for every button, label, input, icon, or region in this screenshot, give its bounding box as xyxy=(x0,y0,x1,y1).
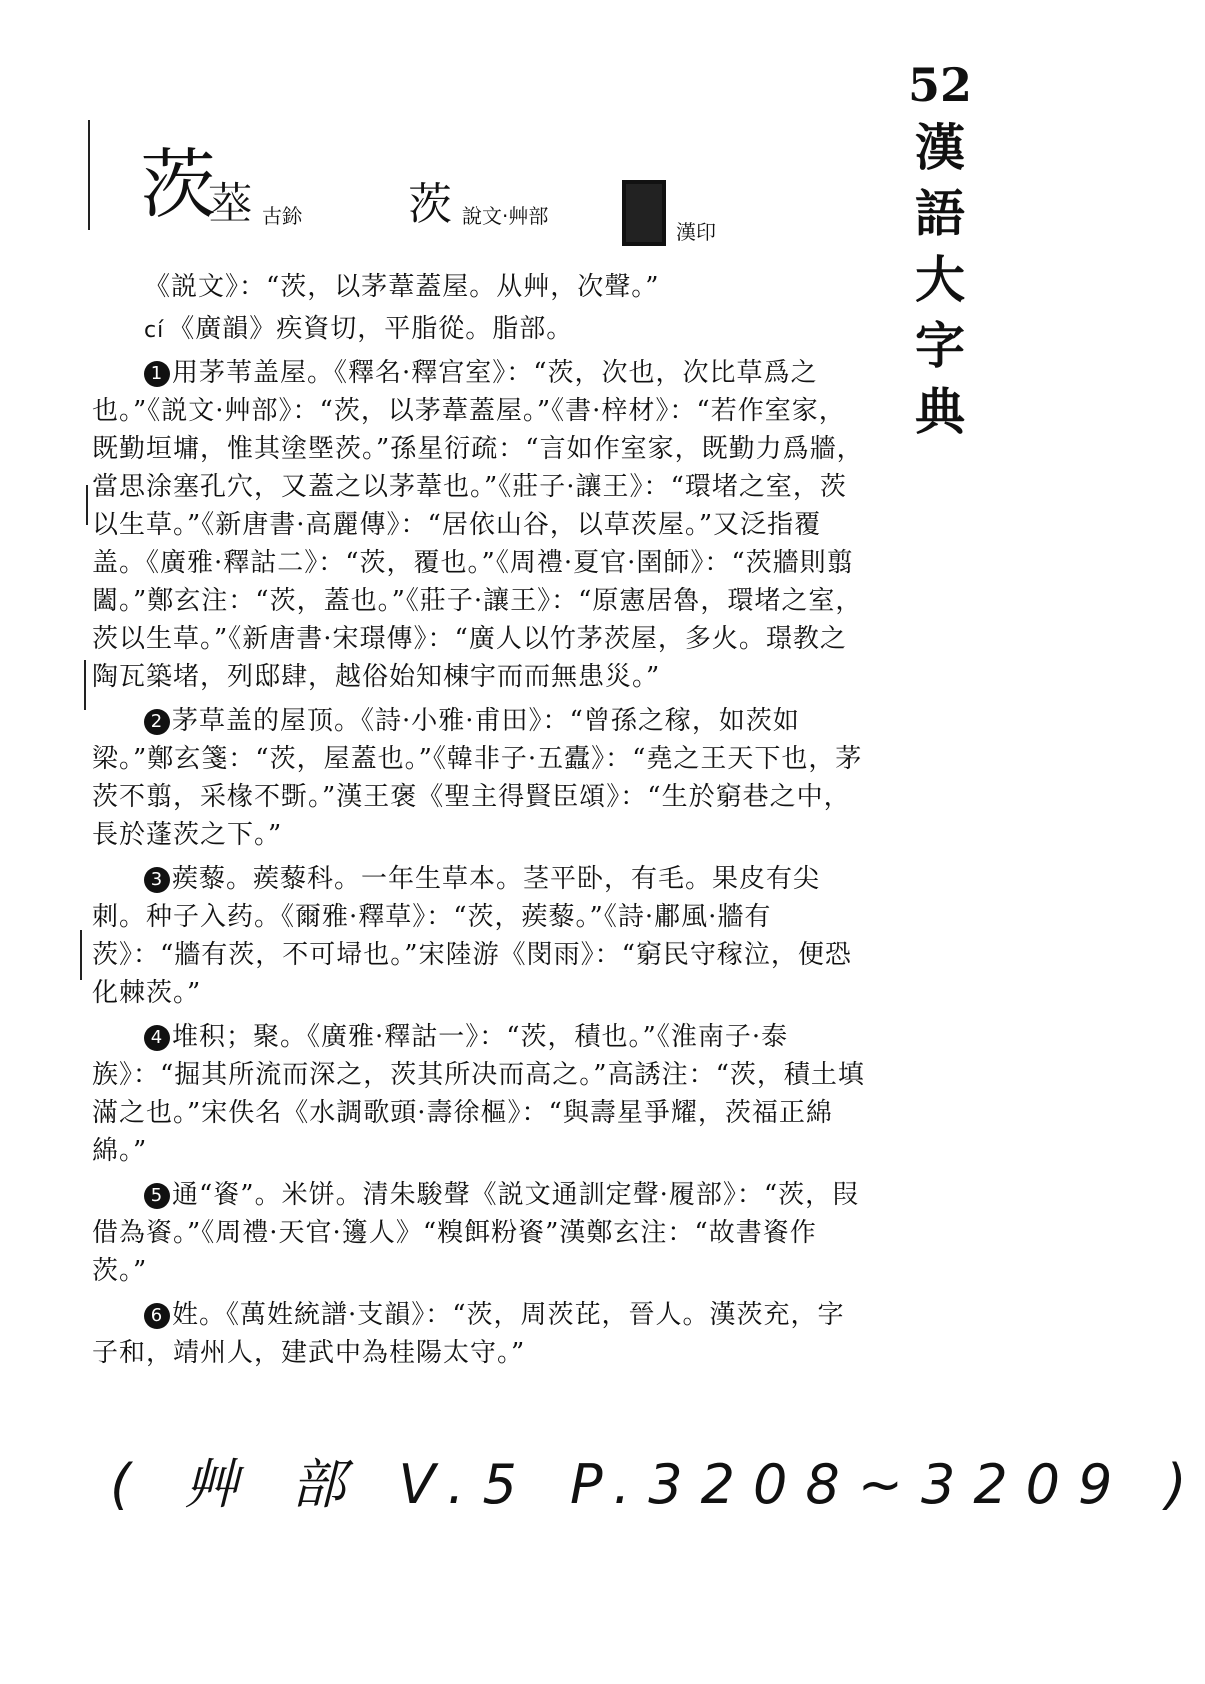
sense-number-icon: 4 xyxy=(144,1025,170,1051)
sense xyxy=(92,860,867,1012)
shuowen-citation: 《説文》：“茨，以茅葦蓋屋。从艸，次聲。” xyxy=(144,272,660,302)
sense xyxy=(92,1176,867,1290)
sense-number-icon: 1 xyxy=(144,361,170,387)
headword-char: 茨 xyxy=(140,140,216,229)
sense-text: 用茅苇盖屋。《釋名·釋宫室》：“茨，次也，次比草爲之也。”《説文·艸部》：“茨，以茅葦蓋屋。”《書·梓材》：“若作室家，既勤垣墉，惟其塗塈茨。”孫星衍疏：“言如作室家，既勤力爲牆，當思涂塞孔穴，又蓋之以茅葦也。”《莊子·讓王》：“環堵之室，茨以生草。”《新唐書·高麗傳》：“居依山谷，以草茨屋。”又泛指覆盖。《廣雅·釋詁二》：“茨，覆也。”《周禮·夏官·圉師》：“茨牆則翦闔。”鄭玄注：“茨，蓋也。”《莊子·讓王》：“原憲居魯，環堵之室，茨以生草。”《新唐書·宋璟傳》：“廣人以竹茅茨屋，多火。璟教之陶瓦築堵，列邸肆，越俗始知棟宇而而無患災。” xyxy=(92,358,864,692)
title-char: 大 xyxy=(915,250,965,309)
sense-text: 堆积；聚。《廣雅·釋詁一》：“茨，積也。”《淮南子·泰族》：“掘其所流而深之，茨其所决而高之。”高誘注：“茨，積土填滿之也。”宋佚名《水調歌頭·壽徐樞》：“與壽星爭耀，茨福正綿綿。” xyxy=(92,1022,865,1166)
rhyme-info: 《廣韻》疾資切，平脂從。脂部。 xyxy=(168,314,574,344)
margin-rule xyxy=(84,660,86,710)
sense-number-icon: 5 xyxy=(144,1183,170,1209)
pronunciation-line xyxy=(92,310,867,350)
form-label: 古鉩 xyxy=(262,204,302,228)
dictionary-title xyxy=(900,55,980,445)
handwritten-reference: ( 艸 部 V.5 P.3208~3209 ) xyxy=(110,1453,1205,1516)
margin-rule xyxy=(80,930,82,980)
form-label: 漢印 xyxy=(676,220,716,244)
ancient-seal-glyph: 𦱬 xyxy=(208,179,252,230)
sense xyxy=(92,1018,867,1170)
title-char: 字 xyxy=(915,316,965,375)
sense xyxy=(92,702,867,854)
seal-stamp-icon xyxy=(622,180,666,246)
title-char: 漢 xyxy=(915,118,965,177)
small-seal-glyph: 茨 xyxy=(408,179,452,230)
pinyin: cí xyxy=(144,318,165,343)
sense-text: 通“餈”。米饼。清朱駿聲《説文通訓定聲·履部》：“茨，叚借為餈。”《周禮·天官·籩人》“糗餌粉餈”漢鄭玄注：“故書餈作茨。” xyxy=(92,1180,860,1286)
page-number: 52 xyxy=(907,58,972,112)
title-char: 語 xyxy=(915,184,965,243)
form-label: 說文·艸部 xyxy=(462,204,549,228)
sense-number-icon: 3 xyxy=(144,867,170,893)
ancient-form xyxy=(208,180,302,230)
sense-text: 姓。《萬姓統譜·支韻》：“茨，周茨芘，晉人。漢茨充，字子和，靖州人，建武中為桂陽太守。” xyxy=(92,1300,845,1368)
margin-rule xyxy=(88,120,90,230)
sense-number-icon: 2 xyxy=(144,709,170,735)
sense-text: 茅草盖的屋顶。《詩·小雅·甫田》：“曾孫之稼，如茨如梁。”鄭玄箋：“茨，屋蓋也。”《韓非子·五蠹》：“堯之王天下也，茅茨不翦，采椽不斲。”漢王褒《聖主得賢臣頌》：“生於窮巷之中，長於蓬茨之下。” xyxy=(92,706,863,850)
shuowen-form xyxy=(408,180,548,230)
han-seal-form xyxy=(622,180,716,246)
sense xyxy=(92,354,867,696)
headword-row xyxy=(140,140,900,260)
sense-number-icon: 6 xyxy=(144,1303,170,1329)
sense xyxy=(92,1296,867,1372)
entry-body xyxy=(92,268,867,1378)
margin-rule xyxy=(86,485,88,525)
sense-text: 蒺藜。蒺藜科。一年生草本。茎平卧，有毛。果皮有尖刺。种子入药。《爾雅·釋草》：“茨，蒺藜。”《詩·鄘風·牆有茨》：“牆有茨，不可埽也。”宋陸游《閔雨》：“窮民守稼泣，便恐化棘茨。” xyxy=(92,864,852,1008)
title-char: 典 xyxy=(915,382,965,441)
